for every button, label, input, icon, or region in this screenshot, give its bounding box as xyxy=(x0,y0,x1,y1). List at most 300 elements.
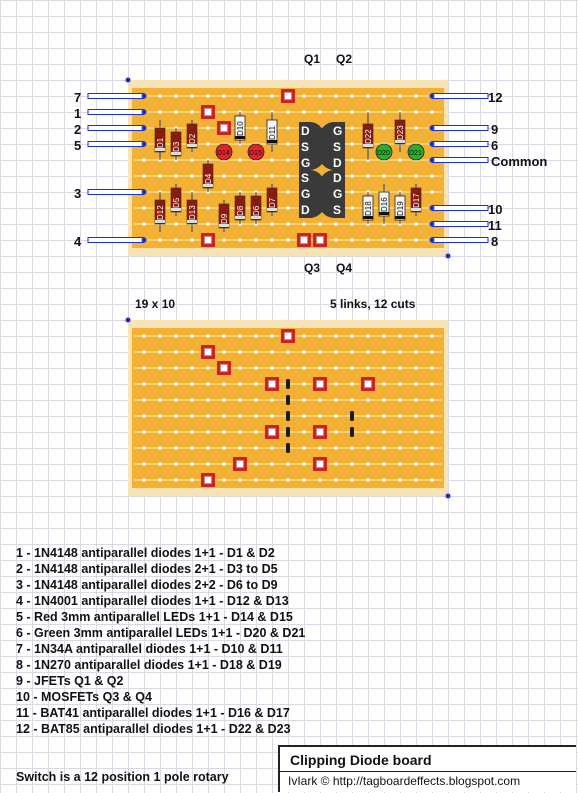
q1-pin-3: G xyxy=(301,156,311,170)
cut-hole xyxy=(302,478,305,481)
led-label: D21 xyxy=(409,150,422,157)
cut-hole xyxy=(302,398,305,401)
top-hole xyxy=(270,174,273,177)
cut-hole xyxy=(142,430,145,433)
board-title: Clipping Diode board xyxy=(290,752,432,768)
top-hole xyxy=(334,222,337,225)
link-pad-center xyxy=(269,381,276,388)
cut-hole xyxy=(350,398,353,401)
cut-hole xyxy=(430,398,433,401)
switch-wire-right xyxy=(432,222,488,227)
links-cuts-label: 5 links, 12 cuts xyxy=(330,297,416,311)
cut-hole xyxy=(158,462,161,465)
cut-hole xyxy=(158,446,161,449)
cut-hole xyxy=(350,446,353,449)
top-hole xyxy=(206,126,209,129)
cut-hole xyxy=(174,446,177,449)
cut-hole xyxy=(414,446,417,449)
cut-hole xyxy=(382,446,385,449)
switch-wire-right-end xyxy=(430,126,435,131)
cut-hole xyxy=(270,398,273,401)
cut-hole xyxy=(174,462,177,465)
cut-hole xyxy=(158,334,161,337)
cut-hole xyxy=(142,382,145,385)
cut-hole xyxy=(366,430,369,433)
top-hole xyxy=(318,94,321,97)
link-pad-center xyxy=(269,429,276,436)
switch-label-5: 5 xyxy=(74,138,82,153)
diode-d8 xyxy=(235,192,245,224)
cut-hole xyxy=(142,398,145,401)
switch-wire-left xyxy=(88,110,144,115)
top-hole xyxy=(398,238,401,241)
diode-label: D17 xyxy=(412,193,421,208)
top-hole xyxy=(142,158,145,161)
cut-hole xyxy=(206,446,209,449)
cut-hole xyxy=(254,414,257,417)
switch-label-common: Common xyxy=(491,154,548,169)
top-hole xyxy=(430,190,433,193)
track-cut xyxy=(350,427,354,437)
cut-hole xyxy=(254,350,257,353)
top-hole xyxy=(174,174,177,177)
cut-hole xyxy=(366,414,369,417)
cut-hole xyxy=(158,430,161,433)
switch-wire-left xyxy=(88,94,144,99)
link-pad-center xyxy=(221,125,228,132)
diode-label: D11 xyxy=(268,125,277,140)
q1-pin-1: D xyxy=(301,124,310,138)
cut-hole xyxy=(414,350,417,353)
top-hole xyxy=(302,94,305,97)
switch-label-10: 10 xyxy=(488,202,503,217)
switch-wire-common-end xyxy=(430,158,435,163)
cut-hole xyxy=(270,478,273,481)
link-pad-center xyxy=(301,237,308,244)
top-hole xyxy=(174,222,177,225)
top-hole xyxy=(414,110,417,113)
diode-label: D8 xyxy=(236,205,245,216)
diode-d4 xyxy=(203,160,213,192)
cut-hole xyxy=(286,366,289,369)
cut-hole xyxy=(238,478,241,481)
top-hole xyxy=(158,174,161,177)
top-hole xyxy=(142,174,145,177)
diode-d19 xyxy=(395,192,405,224)
top-hole xyxy=(350,126,353,129)
cut-hole xyxy=(334,446,337,449)
cut-hole xyxy=(366,350,369,353)
cut-hole xyxy=(238,398,241,401)
legend-item: 11 - BAT41 antiparallel diodes 1+1 - D16 & D17 xyxy=(16,706,290,720)
author-credit: IvIark © http://tagboardeffects.blogspot.com xyxy=(288,774,521,788)
switch-label-1: 1 xyxy=(74,106,82,121)
cut-hole xyxy=(190,334,193,337)
cut-hole xyxy=(254,446,257,449)
cut-hole xyxy=(190,430,193,433)
switch-wire-left-end xyxy=(142,190,147,195)
diode-label: D2 xyxy=(188,133,197,144)
cut-hole xyxy=(190,366,193,369)
top-hole xyxy=(350,110,353,113)
cut-hole xyxy=(334,334,337,337)
q3-label: Q3 xyxy=(304,261,321,275)
top-hole xyxy=(430,174,433,177)
switch-wire-right-end xyxy=(430,142,435,147)
top-hole xyxy=(238,238,241,241)
q3-pin-1: S xyxy=(301,171,310,185)
cut-hole xyxy=(350,382,353,385)
top-hole xyxy=(286,222,289,225)
top-hole xyxy=(350,206,353,209)
cut-hole xyxy=(190,382,193,385)
top-hole xyxy=(414,222,417,225)
cut-hole xyxy=(174,382,177,385)
q3-pin-3: D xyxy=(301,203,310,217)
cut-hole xyxy=(318,478,321,481)
cut-hole xyxy=(174,398,177,401)
legend-item: 5 - Red 3mm antiparallel LEDs 1+1 - D14 & D15 xyxy=(16,610,293,624)
diode-d18 xyxy=(363,192,373,224)
cut-hole xyxy=(398,382,401,385)
top-hole xyxy=(286,206,289,209)
led-label: D14 xyxy=(217,150,230,157)
cut-hole xyxy=(398,462,401,465)
top-hole xyxy=(190,174,193,177)
switch-label-8: 8 xyxy=(491,234,499,249)
switch-wire-right xyxy=(432,206,488,211)
cut-hole xyxy=(174,478,177,481)
cut-hole xyxy=(334,366,337,369)
cut-hole xyxy=(334,462,337,465)
cut-hole xyxy=(206,430,209,433)
top-hole xyxy=(334,238,337,241)
cut-hole xyxy=(302,334,305,337)
top-hole xyxy=(414,94,417,97)
cut-hole xyxy=(414,398,417,401)
top-hole xyxy=(286,174,289,177)
top-hole xyxy=(398,158,401,161)
cut-hole xyxy=(206,398,209,401)
switch-wire-left xyxy=(88,126,144,131)
top-hole xyxy=(270,222,273,225)
cut-hole xyxy=(318,398,321,401)
top-hole xyxy=(350,238,353,241)
cut-hole xyxy=(302,350,305,353)
top-hole xyxy=(414,126,417,129)
link-pad-center xyxy=(317,381,324,388)
cut-hole xyxy=(158,478,161,481)
top-hole xyxy=(222,238,225,241)
top-hole xyxy=(286,142,289,145)
switch-wire-left xyxy=(88,142,144,147)
cut-hole xyxy=(190,350,193,353)
diode-d2 xyxy=(187,120,197,152)
diode-d10 xyxy=(235,112,245,144)
led-d21 xyxy=(408,144,424,160)
diode-label: D23 xyxy=(396,125,405,140)
corner-dot xyxy=(126,318,131,323)
top-hole xyxy=(318,110,321,113)
top-hole xyxy=(382,174,385,177)
cut-hole xyxy=(222,430,225,433)
top-hole xyxy=(414,174,417,177)
cut-hole xyxy=(190,462,193,465)
cut-hole xyxy=(366,398,369,401)
cut-hole xyxy=(142,462,145,465)
switch-label-3: 3 xyxy=(74,186,82,201)
top-hole xyxy=(254,110,257,113)
board-size-label: 19 x 10 xyxy=(135,297,176,311)
cut-hole xyxy=(142,366,145,369)
cut-hole xyxy=(398,414,401,417)
top-hole xyxy=(398,174,401,177)
top-hole xyxy=(206,206,209,209)
cut-hole xyxy=(286,462,289,465)
cut-hole xyxy=(350,334,353,337)
top-hole xyxy=(270,94,273,97)
cut-hole xyxy=(350,350,353,353)
link-pad-center xyxy=(317,237,324,244)
cut-hole xyxy=(350,462,353,465)
switch-label-11: 11 xyxy=(488,218,502,233)
cut-hole xyxy=(398,366,401,369)
diode-label: D22 xyxy=(364,129,373,144)
diode-label: D6 xyxy=(252,205,261,216)
top-hole xyxy=(206,94,209,97)
cut-hole xyxy=(334,398,337,401)
switch-wire-right xyxy=(432,126,488,131)
q1-pin-2: S xyxy=(301,140,310,154)
link-pad-center xyxy=(285,93,292,100)
top-hole xyxy=(318,222,321,225)
cut-hole xyxy=(254,366,257,369)
diode-label: D10 xyxy=(236,121,245,136)
diode-d7 xyxy=(267,184,277,216)
top-hole xyxy=(238,94,241,97)
link-pad-center xyxy=(205,349,212,356)
cut-hole xyxy=(398,478,401,481)
diode-label: D16 xyxy=(380,197,389,212)
cut-hole xyxy=(430,334,433,337)
cut-hole xyxy=(382,366,385,369)
cut-hole xyxy=(318,366,321,369)
cut-hole xyxy=(222,478,225,481)
track-cut xyxy=(286,379,290,389)
link-pad-center xyxy=(221,365,228,372)
link-pad-center xyxy=(317,461,324,468)
cut-hole xyxy=(206,414,209,417)
cut-hole xyxy=(206,382,209,385)
switch-note: Switch is a 12 position 1 pole rotary xyxy=(16,770,229,784)
cut-hole xyxy=(222,446,225,449)
cut-hole xyxy=(190,398,193,401)
q4-pin-3: S xyxy=(333,203,342,217)
cut-hole xyxy=(382,414,385,417)
q4-pin-1: D xyxy=(333,171,342,185)
track-cut xyxy=(350,411,354,421)
corner-dot xyxy=(126,78,131,83)
cut-hole xyxy=(318,446,321,449)
top-hole xyxy=(350,190,353,193)
cut-hole xyxy=(238,366,241,369)
switch-label-12: 12 xyxy=(488,90,503,105)
cut-hole xyxy=(158,414,161,417)
cut-hole xyxy=(158,350,161,353)
diode-label: D19 xyxy=(396,201,405,216)
top-hole xyxy=(334,94,337,97)
cut-hole xyxy=(174,366,177,369)
cut-hole xyxy=(414,366,417,369)
top-hole xyxy=(350,174,353,177)
title-block xyxy=(278,745,576,792)
top-hole xyxy=(222,174,225,177)
switch-wire-left xyxy=(88,238,144,243)
title-divider xyxy=(280,771,576,772)
cut-hole xyxy=(238,446,241,449)
diode-label: D1 xyxy=(156,137,165,148)
diode-d5 xyxy=(171,184,181,216)
link-pad-center xyxy=(237,461,244,468)
diode-d6 xyxy=(251,192,261,224)
led-d15 xyxy=(248,144,264,160)
cut-hole xyxy=(254,478,257,481)
cut-hole xyxy=(366,334,369,337)
cut-hole xyxy=(222,414,225,417)
cut-hole xyxy=(414,334,417,337)
switch-wire-common xyxy=(432,158,488,163)
cut-hole xyxy=(270,462,273,465)
switch-position-legend xyxy=(16,545,305,737)
cut-hole xyxy=(334,414,337,417)
cut-hole xyxy=(430,462,433,465)
top-hole xyxy=(350,142,353,145)
switch-wire-right-end xyxy=(430,222,435,227)
top-hole xyxy=(286,126,289,129)
track-cut xyxy=(286,395,290,405)
led-label: D20 xyxy=(377,150,390,157)
top-hole xyxy=(366,174,369,177)
cut-hole xyxy=(414,382,417,385)
cut-hole xyxy=(238,382,241,385)
cut-hole xyxy=(174,334,177,337)
cut-hole xyxy=(414,414,417,417)
cut-hole xyxy=(254,430,257,433)
track-cut xyxy=(286,411,290,421)
top-hole xyxy=(158,94,161,97)
cut-hole xyxy=(222,398,225,401)
q2-pin-2: S xyxy=(333,140,342,154)
link-pad-center xyxy=(205,237,212,244)
link-pad-center xyxy=(365,381,372,388)
switch-wire-left-end xyxy=(142,238,147,243)
cut-hole xyxy=(414,462,417,465)
cut-hole xyxy=(254,334,257,337)
cut-hole xyxy=(302,430,305,433)
link-pad-center xyxy=(205,109,212,116)
top-hole xyxy=(286,110,289,113)
cut-hole xyxy=(286,478,289,481)
cut-hole xyxy=(414,478,417,481)
top-hole xyxy=(302,222,305,225)
cut-hole xyxy=(222,350,225,353)
cut-hole xyxy=(398,334,401,337)
cut-hole xyxy=(238,334,241,337)
top-hole xyxy=(206,222,209,225)
cut-hole xyxy=(302,446,305,449)
top-hole xyxy=(174,94,177,97)
cut-hole xyxy=(334,430,337,433)
switch-wire-left-end xyxy=(142,126,147,131)
top-hole xyxy=(254,174,257,177)
top-hole xyxy=(350,222,353,225)
top-hole xyxy=(382,110,385,113)
q3-pin-2: G xyxy=(301,187,311,201)
cut-hole xyxy=(238,414,241,417)
legend-item: 12 - BAT85 antiparallel diodes 1+1 - D22 & D23 xyxy=(16,722,291,736)
switch-label-9: 9 xyxy=(491,122,499,137)
top-hole xyxy=(222,110,225,113)
led-label: D15 xyxy=(249,150,262,157)
cut-hole xyxy=(270,334,273,337)
cut-hole xyxy=(382,350,385,353)
diode-d17 xyxy=(411,184,421,216)
switch-label-2: 2 xyxy=(74,122,82,137)
top-hole xyxy=(382,94,385,97)
top-hole xyxy=(366,238,369,241)
diode-label: D4 xyxy=(204,173,213,184)
switch-wire-right xyxy=(432,142,488,147)
cut-hole xyxy=(142,446,145,449)
top-hole xyxy=(286,190,289,193)
cut-hole xyxy=(430,366,433,369)
top-hole xyxy=(190,110,193,113)
cut-hole xyxy=(158,366,161,369)
cut-hole xyxy=(286,350,289,353)
top-hole xyxy=(414,238,417,241)
link-pad-center xyxy=(205,477,212,484)
cut-hole xyxy=(398,446,401,449)
cut-hole xyxy=(302,366,305,369)
component-board xyxy=(74,52,547,275)
cut-hole xyxy=(158,398,161,401)
top-hole xyxy=(206,142,209,145)
cut-hole xyxy=(174,350,177,353)
link-pad-center xyxy=(317,429,324,436)
legend-item: 1 - 1N4148 antiparallel diodes 1+1 - D1 & D2 xyxy=(16,546,275,560)
q2-pin-1: G xyxy=(333,124,343,138)
switch-wire-right-end xyxy=(430,94,435,99)
cut-hole xyxy=(142,478,145,481)
diode-label: D13 xyxy=(188,205,197,220)
switch-label-6: 6 xyxy=(491,138,499,153)
top-hole xyxy=(238,158,241,161)
cut-hole xyxy=(142,334,145,337)
top-hole xyxy=(158,110,161,113)
corner-dot xyxy=(446,494,451,499)
cut-hole xyxy=(222,334,225,337)
top-hole xyxy=(366,94,369,97)
cut-hole xyxy=(382,478,385,481)
q2-label: Q2 xyxy=(336,52,353,66)
top-hole xyxy=(190,158,193,161)
cut-hole xyxy=(142,414,145,417)
top-hole xyxy=(142,206,145,209)
q2-pin-3: D xyxy=(333,156,342,170)
cut-hole xyxy=(366,366,369,369)
cut-hole xyxy=(318,334,321,337)
cut-hole xyxy=(270,446,273,449)
